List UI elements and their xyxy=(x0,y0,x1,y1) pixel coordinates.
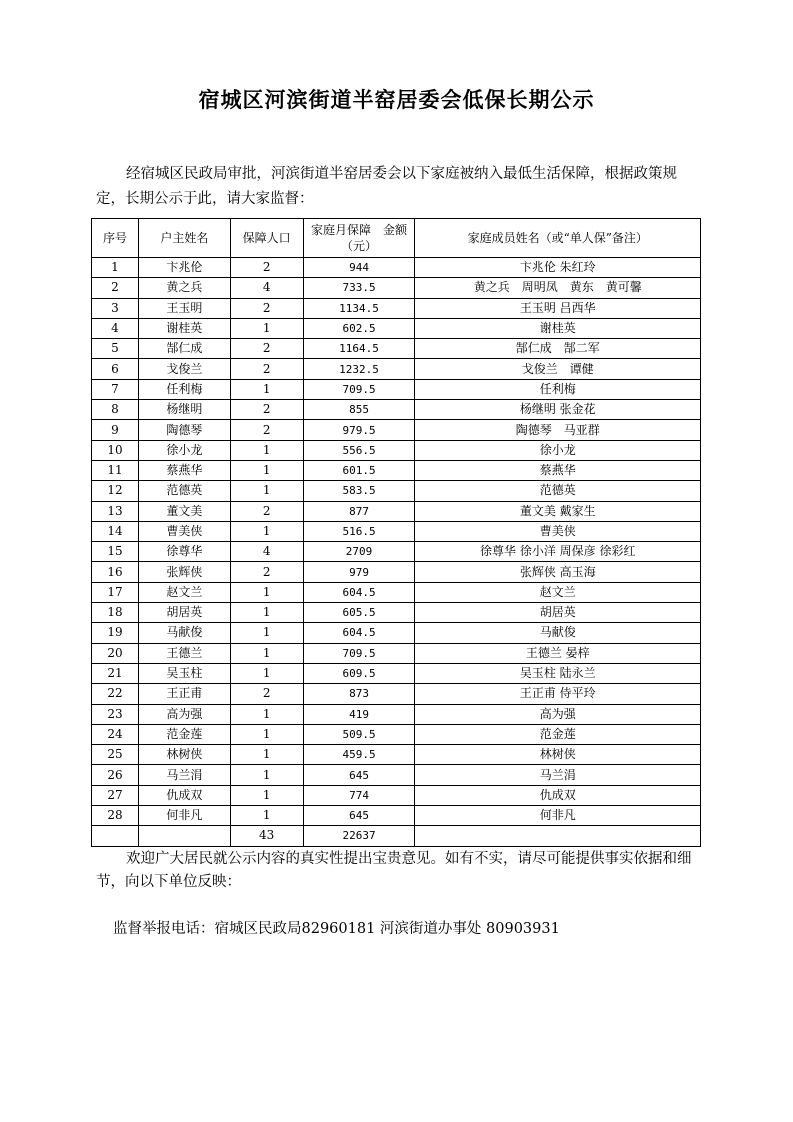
cell-persons: 1 xyxy=(230,704,303,724)
cell-members: 赵文兰 xyxy=(415,582,701,602)
table-row xyxy=(92,603,701,623)
cell-head-name: 蔡燕华 xyxy=(138,460,230,480)
table-row xyxy=(92,278,701,298)
cell-head-name: 马兰涓 xyxy=(138,765,230,785)
cell-head-name: 杨继明 xyxy=(138,400,230,420)
cell-persons: 1 xyxy=(230,785,303,805)
cell-no: 5 xyxy=(92,339,139,359)
cell-head-name: 戈俊兰 xyxy=(138,359,230,379)
cell-amount: 873 xyxy=(303,684,415,704)
cell-persons: 2 xyxy=(230,501,303,521)
cell-head-name: 曹美侠 xyxy=(138,521,230,541)
table-row xyxy=(92,704,701,724)
cell-no: 28 xyxy=(92,806,139,826)
cell-members: 仇成双 xyxy=(415,785,701,805)
cell-no: 16 xyxy=(92,562,139,582)
total-members xyxy=(415,826,701,846)
cell-no: 1 xyxy=(92,258,139,278)
header-head-name: 户主姓名 xyxy=(138,219,230,258)
cell-members: 谢桂英 xyxy=(415,318,701,338)
cell-head-name: 高为强 xyxy=(138,704,230,724)
cell-no: 2 xyxy=(92,278,139,298)
cell-members: 何非凡 xyxy=(415,806,701,826)
cell-members: 卞兆伦 朱红玲 xyxy=(415,258,701,278)
cell-persons: 2 xyxy=(230,562,303,582)
cell-no: 15 xyxy=(92,542,139,562)
cell-members: 张辉侠 高玉海 xyxy=(415,562,701,582)
cell-no: 19 xyxy=(92,623,139,643)
cell-amount: 855 xyxy=(303,400,415,420)
table-header-row xyxy=(92,219,701,258)
cell-persons: 2 xyxy=(230,298,303,318)
table-row xyxy=(92,318,701,338)
table-row xyxy=(92,481,701,501)
contact-line: 监督举报电话：宿城区民政局82960181 河滨街道办事处 80903931 xyxy=(113,921,560,937)
cell-no: 17 xyxy=(92,582,139,602)
cell-no: 7 xyxy=(92,379,139,399)
cell-members: 吴玉柱 陆永兰 xyxy=(415,663,701,683)
cell-amount: 979 xyxy=(303,562,415,582)
cell-persons: 1 xyxy=(230,440,303,460)
table-row xyxy=(92,785,701,805)
cell-head-name: 任利梅 xyxy=(138,379,230,399)
cell-members: 王玉明 吕西华 xyxy=(415,298,701,318)
cell-head-name: 徐小龙 xyxy=(138,440,230,460)
cell-no: 6 xyxy=(92,359,139,379)
cell-members: 曹美侠 xyxy=(415,521,701,541)
cell-amount: 605.5 xyxy=(303,603,415,623)
cell-persons: 1 xyxy=(230,481,303,501)
closing-text: 欢迎广大居民就公示内容的真实性提出宝贵意见。如有不实，请尽可能提供事实依据和细节，向以下单位反映： xyxy=(96,851,692,890)
cell-amount: 709.5 xyxy=(303,379,415,399)
cell-amount: 645 xyxy=(303,806,415,826)
cell-head-name: 仇成双 xyxy=(138,785,230,805)
cell-amount: 509.5 xyxy=(303,724,415,744)
cell-persons: 1 xyxy=(230,460,303,480)
cell-amount: 709.5 xyxy=(303,643,415,663)
cell-members: 王正甫 侍平玲 xyxy=(415,684,701,704)
cell-no: 24 xyxy=(92,724,139,744)
cell-members: 黄之兵 周明凤 黄东 黄可馨 xyxy=(415,278,701,298)
beneficiary-table xyxy=(91,218,701,847)
cell-no: 22 xyxy=(92,684,139,704)
table-row xyxy=(92,440,701,460)
cell-members: 胡居英 xyxy=(415,603,701,623)
cell-head-name: 何非凡 xyxy=(138,806,230,826)
cell-amount: 877 xyxy=(303,501,415,521)
cell-head-name: 谢桂英 xyxy=(138,318,230,338)
cell-members: 董文美 戴家生 xyxy=(415,501,701,521)
cell-members: 范德英 xyxy=(415,481,701,501)
table-row xyxy=(92,379,701,399)
table-row xyxy=(92,806,701,826)
cell-no: 8 xyxy=(92,400,139,420)
table-row xyxy=(92,521,701,541)
cell-persons: 1 xyxy=(230,663,303,683)
total-row xyxy=(92,826,701,846)
cell-no: 12 xyxy=(92,481,139,501)
cell-head-name: 郜仁成 xyxy=(138,339,230,359)
cell-head-name: 范金莲 xyxy=(138,724,230,744)
cell-persons: 1 xyxy=(230,379,303,399)
cell-amount: 1232.5 xyxy=(303,359,415,379)
cell-head-name: 卞兆伦 xyxy=(138,258,230,278)
cell-head-name: 王正甫 xyxy=(138,684,230,704)
total-name xyxy=(138,826,230,846)
cell-no: 11 xyxy=(92,460,139,480)
cell-no: 18 xyxy=(92,603,139,623)
cell-amount: 459.5 xyxy=(303,745,415,765)
cell-members: 蔡燕华 xyxy=(415,460,701,480)
cell-members: 郜仁成 郜二军 xyxy=(415,339,701,359)
table-row xyxy=(92,582,701,602)
cell-amount: 604.5 xyxy=(303,582,415,602)
cell-head-name: 胡居英 xyxy=(138,603,230,623)
table-row xyxy=(92,420,701,440)
cell-persons: 1 xyxy=(230,318,303,338)
cell-amount: 583.5 xyxy=(303,481,415,501)
cell-no: 14 xyxy=(92,521,139,541)
cell-no: 27 xyxy=(92,785,139,805)
cell-head-name: 赵文兰 xyxy=(138,582,230,602)
table-row xyxy=(92,501,701,521)
cell-amount: 516.5 xyxy=(303,521,415,541)
cell-no: 10 xyxy=(92,440,139,460)
cell-members: 陶德琴 马亚群 xyxy=(415,420,701,440)
total-persons: 43 xyxy=(230,826,303,846)
cell-amount: 733.5 xyxy=(303,278,415,298)
header-amount: 家庭月保障 金额（元） xyxy=(303,219,415,258)
cell-head-name: 吴玉柱 xyxy=(138,663,230,683)
table-row xyxy=(92,765,701,785)
intro-text: 经宿城区民政局审批，河滨街道半窑居委会以下家庭被纳入最低生活保障，根据政策规定，长期公示于此，请大家监督： xyxy=(96,166,677,207)
cell-amount: 609.5 xyxy=(303,663,415,683)
cell-no: 21 xyxy=(92,663,139,683)
cell-members: 任利梅 xyxy=(415,379,701,399)
cell-amount: 944 xyxy=(303,258,415,278)
cell-persons: 2 xyxy=(230,684,303,704)
total-no xyxy=(92,826,139,846)
cell-head-name: 张辉侠 xyxy=(138,562,230,582)
table-row xyxy=(92,359,701,379)
cell-members: 杨继明 张金花 xyxy=(415,400,701,420)
cell-no: 26 xyxy=(92,765,139,785)
cell-persons: 1 xyxy=(230,806,303,826)
header-no: 序号 xyxy=(92,219,139,258)
table-row xyxy=(92,339,701,359)
table-row xyxy=(92,562,701,582)
cell-head-name: 徐尊华 xyxy=(138,542,230,562)
cell-members: 戈俊兰 谭健 xyxy=(415,359,701,379)
table-row xyxy=(92,542,701,562)
cell-amount: 1134.5 xyxy=(303,298,415,318)
cell-amount: 556.5 xyxy=(303,440,415,460)
cell-no: 3 xyxy=(92,298,139,318)
cell-amount: 602.5 xyxy=(303,318,415,338)
cell-no: 9 xyxy=(92,420,139,440)
cell-persons: 1 xyxy=(230,582,303,602)
cell-amount: 645 xyxy=(303,765,415,785)
cell-head-name: 黄之兵 xyxy=(138,278,230,298)
cell-head-name: 陶德琴 xyxy=(138,420,230,440)
cell-amount: 2709 xyxy=(303,542,415,562)
intro-paragraph xyxy=(96,162,696,212)
header-persons: 保障人口 xyxy=(230,219,303,258)
table-row xyxy=(92,745,701,765)
cell-head-name: 马献俊 xyxy=(138,623,230,643)
cell-persons: 1 xyxy=(230,724,303,744)
cell-persons: 2 xyxy=(230,359,303,379)
cell-members: 马兰涓 xyxy=(415,765,701,785)
cell-persons: 1 xyxy=(230,745,303,765)
table-row xyxy=(92,684,701,704)
table-row xyxy=(92,724,701,744)
cell-persons: 2 xyxy=(230,339,303,359)
cell-persons: 4 xyxy=(230,542,303,562)
cell-no: 13 xyxy=(92,501,139,521)
table-body xyxy=(92,258,701,826)
table-row xyxy=(92,663,701,683)
cell-persons: 2 xyxy=(230,258,303,278)
cell-no: 4 xyxy=(92,318,139,338)
cell-no: 25 xyxy=(92,745,139,765)
cell-members: 徐尊华 徐小洋 周保彦 徐彩红 xyxy=(415,542,701,562)
cell-members: 王德兰 晏梓 xyxy=(415,643,701,663)
cell-persons: 1 xyxy=(230,623,303,643)
total-amount: 22637 xyxy=(303,826,415,846)
cell-persons: 4 xyxy=(230,278,303,298)
cell-head-name: 董文美 xyxy=(138,501,230,521)
table-row xyxy=(92,460,701,480)
cell-head-name: 范德英 xyxy=(138,481,230,501)
cell-persons: 1 xyxy=(230,521,303,541)
cell-persons: 1 xyxy=(230,643,303,663)
closing-paragraph xyxy=(96,848,706,894)
cell-amount: 774 xyxy=(303,785,415,805)
table-row xyxy=(92,400,701,420)
cell-no: 23 xyxy=(92,704,139,724)
table-row xyxy=(92,298,701,318)
cell-members: 范金莲 xyxy=(415,724,701,744)
cell-members: 高为强 xyxy=(415,704,701,724)
cell-members: 徐小龙 xyxy=(415,440,701,460)
cell-persons: 2 xyxy=(230,420,303,440)
cell-amount: 601.5 xyxy=(303,460,415,480)
table-row xyxy=(92,258,701,278)
cell-amount: 604.5 xyxy=(303,623,415,643)
header-members: 家庭成员姓名（或“单人保”备注） xyxy=(415,219,701,258)
cell-head-name: 林树侠 xyxy=(138,745,230,765)
table-row xyxy=(92,623,701,643)
cell-no: 20 xyxy=(92,643,139,663)
cell-amount: 979.5 xyxy=(303,420,415,440)
cell-persons: 1 xyxy=(230,765,303,785)
cell-members: 林树侠 xyxy=(415,745,701,765)
cell-persons: 2 xyxy=(230,400,303,420)
cell-head-name: 王玉明 xyxy=(138,298,230,318)
cell-amount: 419 xyxy=(303,704,415,724)
cell-amount: 1164.5 xyxy=(303,339,415,359)
table-row xyxy=(92,643,701,663)
page-title: 宿城区河滨街道半窑居委会低保长期公示 xyxy=(198,87,595,112)
cell-members: 马献俊 xyxy=(415,623,701,643)
cell-head-name: 王德兰 xyxy=(138,643,230,663)
cell-persons: 1 xyxy=(230,603,303,623)
